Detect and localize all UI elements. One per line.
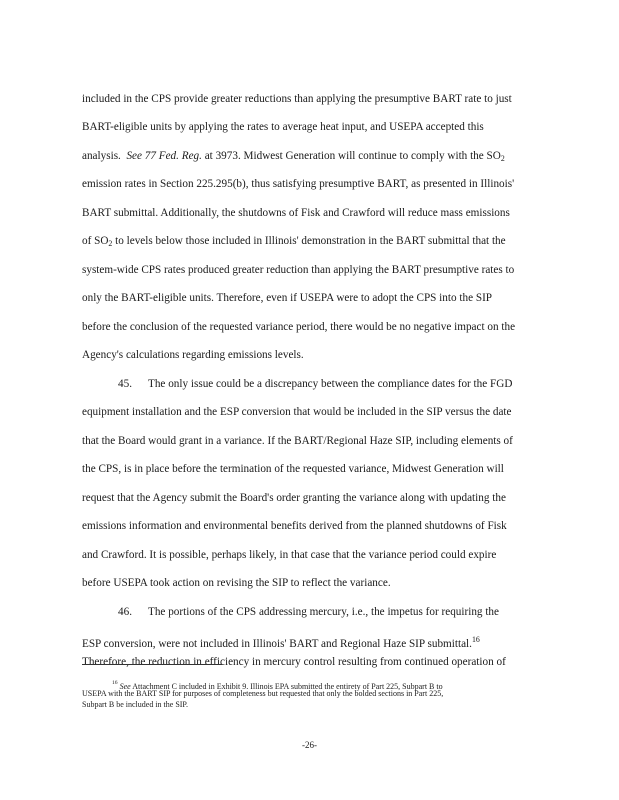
body-line-p45-6 [82, 519, 542, 533]
body-line-p45-5 [82, 491, 542, 505]
text: Attachment C included in Exhibit 9. Illinois EPA submitted the entirety of Part 225, Subpart B to [130, 682, 443, 691]
text: BART submittal. Additionally, the shutdowns of Fisk and Crawford will reduce mass emissions [82, 207, 510, 219]
text: BART-eligible units by applying the rates to average heat input, and USEPA accepted this [82, 121, 484, 133]
subscript: 2 [108, 239, 113, 248]
body-line-p45-4 [82, 462, 542, 476]
body-line-6 [82, 234, 542, 251]
paragraph-number: 46. [118, 606, 132, 618]
text: Therefore, the reduction in efficiency in mercury control resulting from continued operation of [82, 656, 506, 668]
body-line-7 [82, 263, 542, 277]
text: analysis. [82, 150, 121, 162]
text: before USEPA took action on revising the SIP to reflect the variance. [82, 577, 391, 589]
text: of SO [82, 235, 109, 247]
body-line-1 [82, 92, 542, 106]
paragraph-text: The only issue could be a discrepancy between the compliance dates for the FGD [148, 378, 513, 390]
text: and Crawford. It is possible, perhaps likely, in that case that the variance period could expire [82, 549, 497, 561]
body-line-8 [82, 291, 542, 305]
body-line-p45-8 [82, 576, 542, 590]
text: Subpart B be included in the SIP. [82, 700, 188, 709]
body-line-4 [82, 177, 542, 191]
text: at 3973. Midwest Generation will continue to comply with the SO [204, 150, 501, 162]
body-line-p45-2 [82, 405, 542, 419]
citation: See 77 Fed. Reg. [126, 150, 202, 162]
text: that the Board would grant in a variance. If the BART/Regional Haze SIP, including elements of [82, 435, 513, 447]
text: equipment installation and the ESP conversion that would be included in the SIP versus the date [82, 406, 512, 418]
footnote-signal: See [119, 682, 131, 691]
text: included in the CPS provide greater reductions than applying the presumptive BART rate to just [82, 93, 512, 105]
subscript: 2 [500, 154, 505, 163]
footnote-reference: 16 [471, 635, 480, 644]
text: only the BART-eligible units. Therefore, even if USEPA were to adopt the CPS into the SIP [82, 292, 493, 304]
footnote-line-3 [82, 700, 542, 710]
body-line-5 [82, 206, 542, 220]
footnote-line-2 [82, 689, 542, 699]
paragraph-text: The portions of the CPS addressing mercury, i.e., the impetus for requiring the [148, 606, 499, 618]
footnote-number: 16 [112, 680, 118, 686]
text: USEPA with the BART SIP for purposes of completeness but requested that only the bolded sections in Part 225, [82, 689, 444, 698]
text: emissions information and environmental benefits derived from the planned shutdowns of Fisk [82, 520, 507, 532]
body-line-2 [82, 120, 542, 134]
paragraph-number: 45. [118, 378, 132, 390]
body-line-10 [82, 348, 542, 362]
body-line-3 [82, 149, 542, 166]
body-line-p46-3 [82, 655, 542, 669]
body-line-p46-2 [82, 633, 542, 651]
body-line-9 [82, 320, 542, 334]
text: request that the Agency submit the Board's order granting the variance along with updating the [82, 492, 506, 504]
body-line-p45-7 [82, 548, 542, 562]
text: Agency's calculations regarding emissions levels. [82, 349, 304, 361]
text: before the conclusion of the requested variance period, there would be no negative impact on the [82, 321, 516, 333]
text: the CPS, is in place before the termination of the requested variance, Midwest Generation will [82, 463, 504, 475]
text: system-wide CPS rates produced greater reduction than applying the BART presumptive rates to [82, 264, 515, 276]
text: ESP conversion, were not included in Illinois' BART and Regional Haze SIP submittal. [82, 638, 472, 650]
text: to levels below those included in Illinois' demonstration in the BART submittal that the [112, 235, 506, 247]
text: emission rates in Section 225.295(b), thus satisfying presumptive BART, as presented in Illinois' [82, 178, 515, 190]
body-line-p45-3 [82, 434, 542, 448]
page-number: -26- [302, 740, 317, 750]
footnote-divider [82, 664, 222, 665]
